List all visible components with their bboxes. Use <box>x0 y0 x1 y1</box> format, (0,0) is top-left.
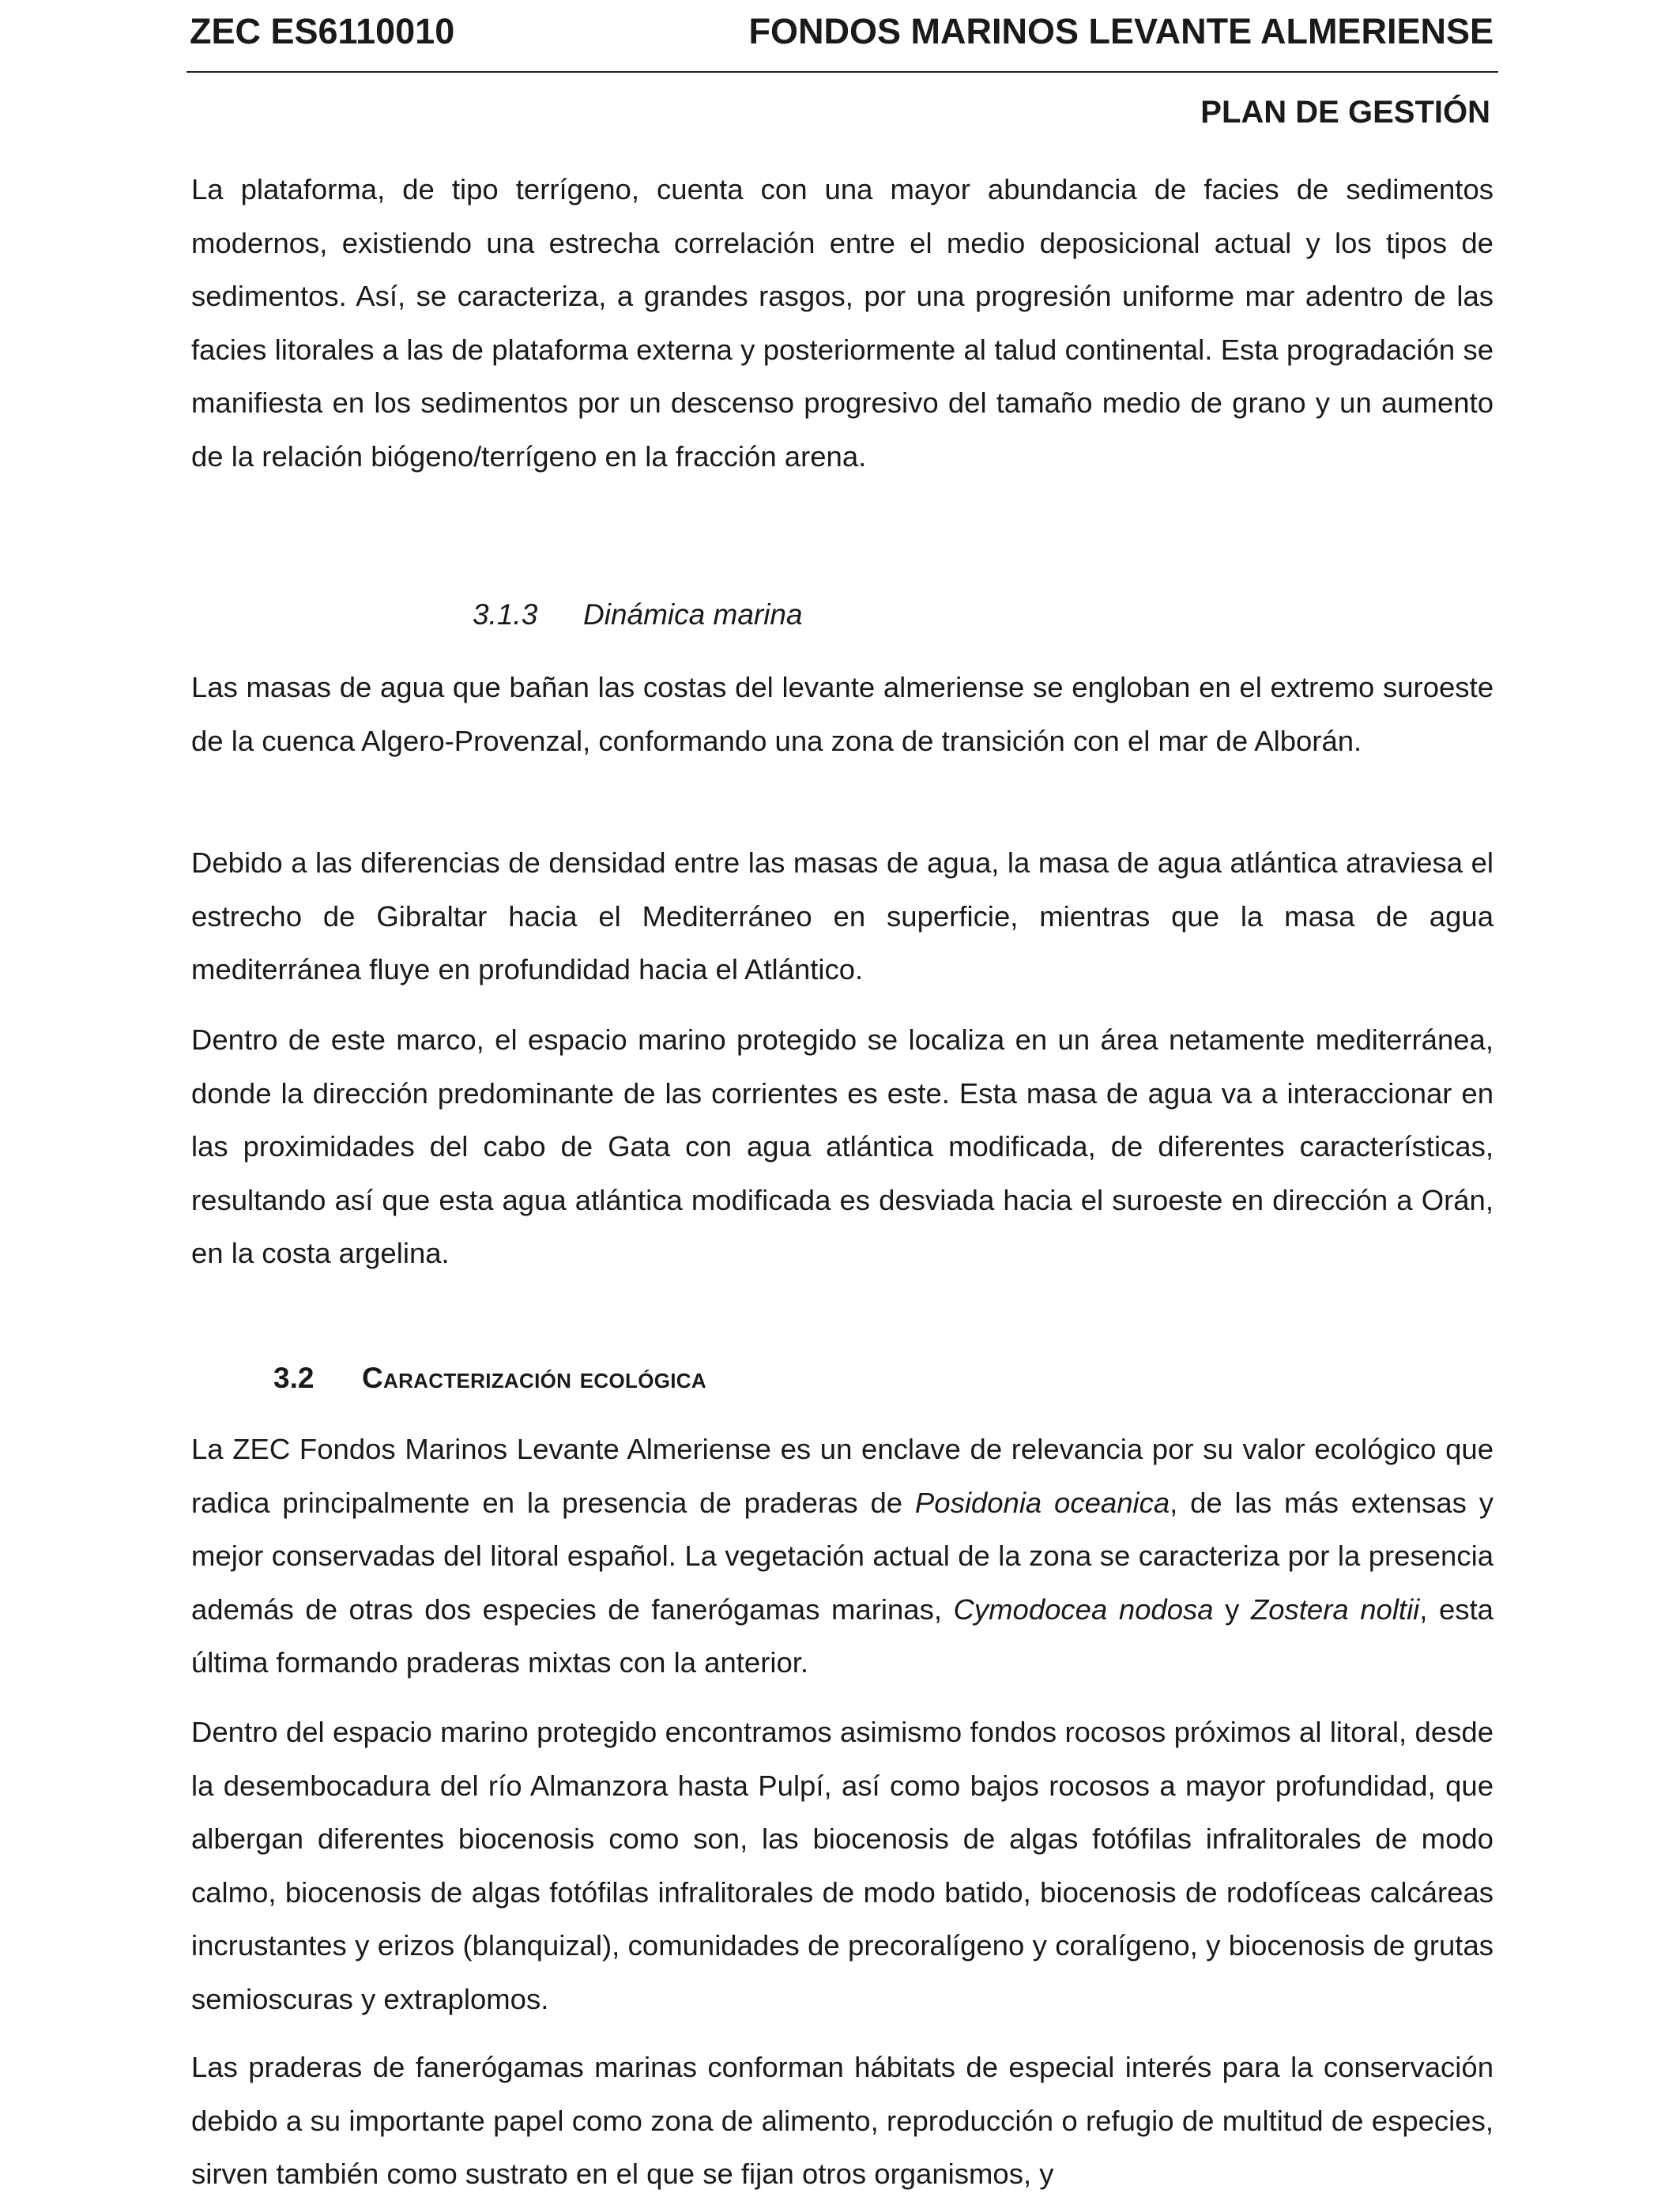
document-code: ZEC ES6110010 <box>190 11 455 51</box>
section-heading-3-1-3 <box>473 591 803 639</box>
paragraph-plataforma: La plataforma, de tipo terrígeno, cuenta con una mayor abundancia de facies de sedimentos modernos, existiendo una estrecha correlación entre el medio deposicional actual y los tipos de sedimentos. Así, se caracteriza, a grandes rasgos, por una progresión uniforme mar adentro de las facies litorales a las de plataforma externa y posteriormente al talud continental. Esta progradación se manifiesta en los sedimentos por un descenso progresivo del tamaño medio de grano y un aumento de la relación biógeno/terrígeno en la fracción arena. <box>191 173 1494 473</box>
species-name: Cymodocea nodosa <box>953 1592 1214 1626</box>
paragraph-masas-agua: Las masas de agua que bañan las costas del levante almeriense se engloban en el extremo suroeste de la cuenca Algero-Provenzal, conformando una zona de transición con el mar de Alborán. <box>191 671 1494 757</box>
section-number: 3.2 <box>273 1362 315 1394</box>
species-name: Zostera noltii <box>1250 1592 1420 1626</box>
section-title: Dinámica marina <box>583 598 803 631</box>
section-number: 3.1.3 <box>473 598 538 631</box>
paragraph-densidad: Debido a las diferencias de densidad entre las masas de agua, la masa de agua atlántica atraviesa el estrecho de Gibraltar hacia el Mediterráneo en superficie, mientras que la masa de agua mediterránea fluye en profundidad hacia el Atlántico. <box>191 846 1494 986</box>
text-run: y <box>1213 1592 1251 1626</box>
paragraph-zec-posidonia <box>191 1423 1494 1690</box>
text-run: La ZEC Fondos Marinos Levante Almeriense es un enclave de relevancia por su valor ecológico que radica principalmente en la presencia de praderas de <box>191 1433 1494 1519</box>
species-name: Posidonia oceanica <box>914 1486 1170 1519</box>
document-title: FONDOS MARINOS LEVANTE ALMERIENSE <box>748 11 1494 51</box>
page-header <box>190 6 1494 62</box>
paragraph-fondos-rocosos: Dentro del espacio marino protegido encontramos asimismo fondos rocosos próximos al litoral, desde la desembocadura del río Almanzora hasta Pulpí, así como bajos rocosos a mayor profundidad, que albergan diferentes biocenosis como son, las biocenosis de algas fotófilas infralitorales de modo calmo, biocenosis de algas fotófilas infralitorales de modo batido, biocenosis de rodofíceas calcáreas incrustantes y erizos (blanquizal), comunidades de precoralígeno y coralígeno, y biocenosis de grutas semioscuras y extraplomos. <box>191 1716 1494 2015</box>
section-title: Caracterización ecológica <box>362 1362 706 1394</box>
text-run: , esta última formando praderas mixtas con la anterior. <box>191 1592 1494 1679</box>
header-divider <box>186 71 1498 73</box>
document-subtitle: PLAN DE GESTIÓN <box>1200 95 1490 130</box>
paragraph-praderas: Las praderas de fanerógamas marinas conforman hábitats de especial interés para la conservación debido a su importante papel como zona de alimento, reproducción o refugio de multitud de especies, sirven también como sustrato en el que se fijan otros organismos, y <box>191 2051 1494 2190</box>
section-heading-3-2 <box>273 1355 706 1408</box>
paragraph-marco: Dentro de este marco, el espacio marino protegido se localiza en un área netamente mediterránea, donde la dirección predominante de las corrientes es este. Esta masa de agua va a interaccionar en las proximidades del cabo de Gata con agua atlántica modificada, de diferentes características, resultando así que esta agua atlántica modificada es desviada hacia el suroeste en dirección a Orán, en la costa argelina. <box>191 1023 1494 1269</box>
text-run: , de las más extensas y mejor conservadas del litoral español. La vegetación actual de la zona se caracteriza por la presencia además de otras dos especies de fanerógamas marinas, <box>191 1486 1494 1626</box>
